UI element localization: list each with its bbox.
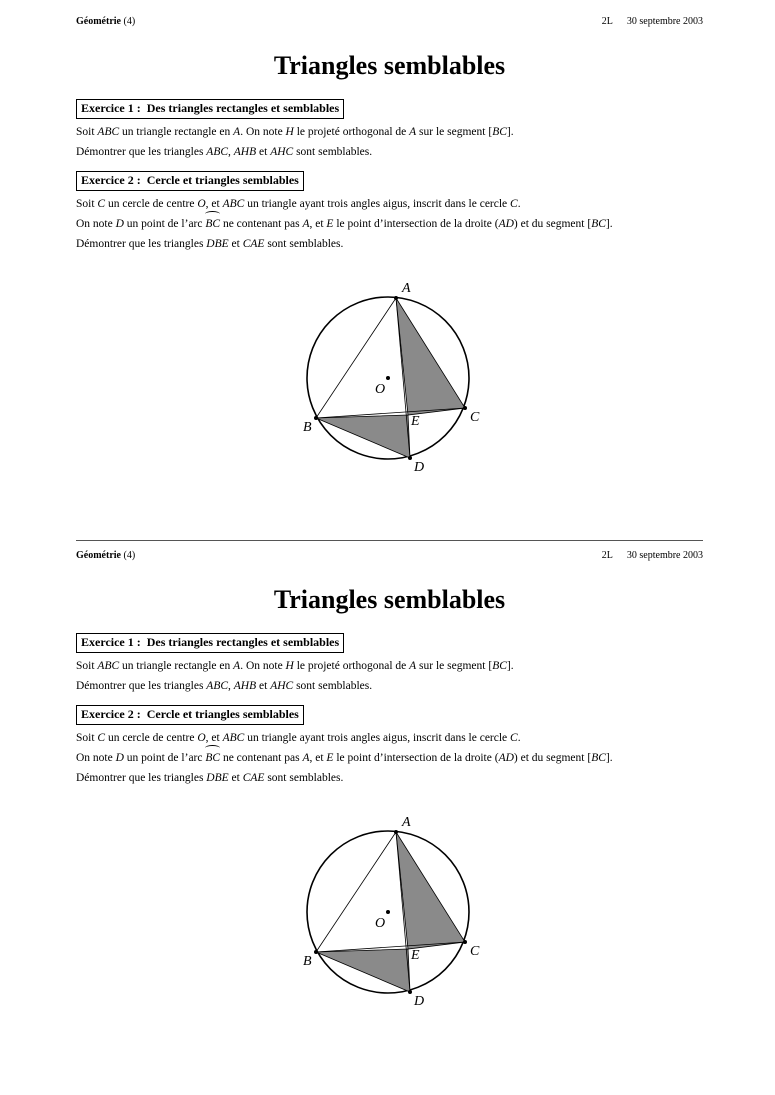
arc-notation: BC [205, 214, 220, 234]
label-b: B [303, 954, 312, 969]
exercise-1-title: Des triangles rectangles et semblables [146, 101, 340, 115]
shaded-triangle-cae [396, 832, 465, 949]
point-o [386, 376, 390, 380]
shaded-triangle-dbe [316, 949, 410, 992]
class-level: 2L [601, 16, 613, 27]
cut-line-divider [76, 540, 703, 541]
exercise-2-statement: Soit C un cercle de centre O, et ABC un triangle ayant trois angles aigus, inscrit dans le cercle C. [76, 198, 521, 210]
shaded-triangle-dbe [316, 415, 410, 458]
subject-name: Géométrie [76, 550, 121, 561]
exercise-1-statement: Soit ABC un triangle rectangle en A. On note H le projeté orthogonal de A sur le segment [BC]. [76, 126, 514, 138]
label-c: C [470, 944, 480, 959]
point-d [408, 990, 412, 994]
label-a: A [402, 281, 411, 296]
sheet-number: (4) [123, 550, 136, 561]
exercise-2-heading [76, 705, 304, 725]
exercise-1-label: Exercice 1 : [81, 101, 141, 115]
label-a: A [402, 815, 411, 830]
page-header [76, 12, 703, 28]
exercise-2-question: Démontrer que les triangles DBE et CAE sont semblables. [76, 238, 344, 250]
arc-notation: BC [205, 748, 220, 768]
label-d: D [414, 994, 425, 1009]
page-header [76, 546, 703, 562]
class-level: 2L [601, 550, 613, 561]
worksheet-copy-top [76, 12, 703, 532]
label-d: D [414, 460, 425, 475]
circle-triangles-figure [302, 280, 480, 475]
exercise-2-question: Démontrer que les triangles DBE et CAE sont semblables. [76, 772, 344, 784]
exercise-2-statement: Soit C un cercle de centre O, et ABC un triangle ayant trois angles aigus, inscrit dans le cercle C. [76, 732, 521, 744]
segment-ab [316, 298, 396, 418]
circle-triangles-figure [302, 814, 480, 1009]
exercise-1-question: Démontrer que les triangles ABC, AHB et AHC sont semblables. [76, 146, 373, 158]
exercise-2-label: Exercice 2 : [81, 173, 141, 187]
exercise-2-definition: On note D un point de l’arc BC ne contenant pas A, et E le point d’intersection de la droite (AD) et du segment [BC]. [76, 748, 703, 768]
segment-ab [316, 832, 396, 952]
point-c [463, 406, 467, 410]
exercise-1-heading [76, 99, 344, 119]
worksheet-copy-bottom [76, 546, 703, 1066]
geometry-diagram [302, 814, 480, 1004]
geometry-diagram [302, 280, 480, 470]
point-a [394, 296, 398, 300]
point-b [314, 950, 318, 954]
subject-name: Géométrie [76, 16, 121, 27]
page-title: Triangles semblables [273, 585, 506, 614]
label-o: O [375, 916, 386, 931]
label-o: O [375, 382, 386, 397]
label-e: E [411, 414, 420, 429]
header-date: 30 septembre 2003 [626, 550, 703, 561]
exercise-2-title: Cercle et triangles semblables [146, 173, 299, 187]
header-subject [76, 16, 135, 27]
exercise-1-statement: Soit ABC un triangle rectangle en A. On note H le projeté orthogonal de A sur le segment [BC]. [76, 660, 514, 672]
point-b [314, 416, 318, 420]
exercise-1-heading [76, 633, 344, 653]
label-e: E [411, 948, 420, 963]
exercise-1-label: Exercice 1 : [81, 635, 141, 649]
sheet-number: (4) [123, 16, 136, 27]
point-o [386, 910, 390, 914]
header-right [602, 16, 703, 27]
exercise-1-question: Démontrer que les triangles ABC, AHB et AHC sont semblables. [76, 680, 373, 692]
exercise-2-definition: On note D un point de l’arc BC ne contenant pas A, et E le point d’intersection de la droite (AD) et du segment [BC]. [76, 214, 703, 234]
label-b: B [303, 420, 312, 435]
exercise-2-title: Cercle et triangles semblables [146, 707, 299, 721]
header-subject [76, 550, 135, 561]
header-date: 30 septembre 2003 [626, 16, 703, 27]
point-c [463, 940, 467, 944]
header-right [602, 550, 703, 561]
shaded-triangle-cae [396, 298, 465, 415]
exercise-1-title: Des triangles rectangles et semblables [146, 635, 340, 649]
point-d [408, 456, 412, 460]
exercise-2-heading [76, 171, 304, 191]
exercise-2-label: Exercice 2 : [81, 707, 141, 721]
page-title: Triangles semblables [273, 51, 506, 80]
point-a [394, 830, 398, 834]
label-c: C [470, 410, 480, 425]
